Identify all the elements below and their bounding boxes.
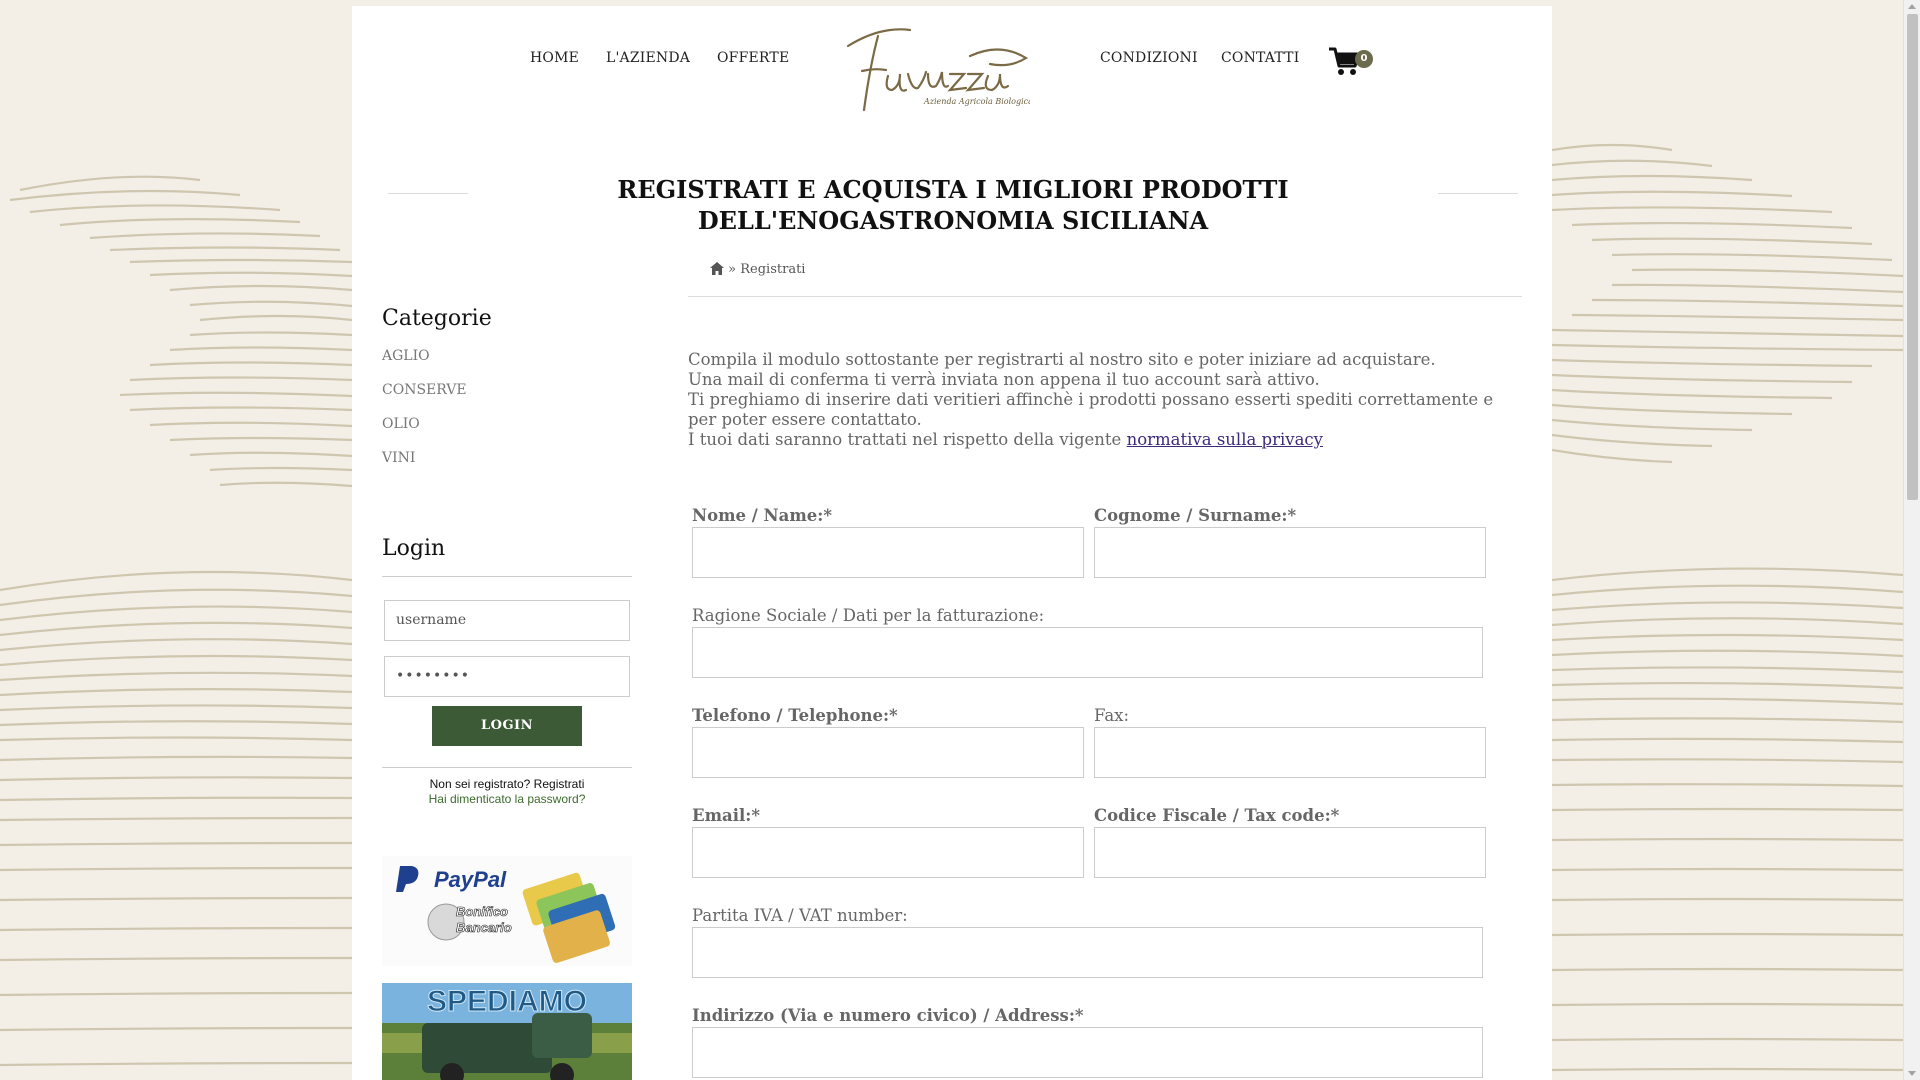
vertical-scrollbar[interactable] (1903, 0, 1920, 1080)
login-divider (382, 576, 632, 577)
login-links (382, 777, 632, 807)
categories-title: Categorie (382, 306, 492, 331)
nome-field[interactable] (692, 527, 1084, 578)
background-pattern-right (1552, 0, 1903, 1080)
intro-text (688, 350, 1508, 450)
bonifico-label-1: Bonifico (456, 904, 508, 919)
cognome-label: Cognome / Surname:* (1094, 506, 1297, 525)
nome-label: Nome / Name:* (692, 506, 833, 525)
shipping-banner-text: SPEDIAMO (426, 985, 588, 1018)
category-list (382, 345, 632, 481)
telefono-label: Telefono / Telephone:* (692, 706, 898, 725)
breadcrumb (710, 262, 805, 279)
scroll-down-arrow-icon[interactable] (1908, 1071, 1916, 1076)
category-item-aglio[interactable]: AGLIO (382, 348, 430, 364)
main-nav (352, 6, 1552, 116)
category-item-conserve[interactable]: CONSERVE (382, 382, 467, 398)
sidebar (382, 306, 632, 1018)
nav-azienda[interactable]: L'AZIENDA (606, 50, 691, 66)
shipping-banner (382, 983, 632, 1080)
username-input[interactable]: username (384, 600, 630, 641)
intro-line-4-text: I tuoi dati saranno trattati nel rispetto della vigente (688, 430, 1122, 449)
nav-offerte[interactable]: OFFERTE (717, 50, 790, 66)
breadcrumb-separator: » (728, 262, 737, 277)
home-icon[interactable] (710, 262, 724, 279)
login-button[interactable]: LOGIN (432, 706, 582, 746)
page-container (352, 6, 1552, 1080)
category-item-olio[interactable]: OLIO (382, 416, 420, 432)
cart-count-badge[interactable]: 0 (1355, 50, 1373, 68)
intro-line-4 (688, 430, 1508, 450)
breadcrumb-divider (688, 296, 1522, 297)
page-title: REGISTRATI E ACQUISTA I MIGLIORI PRODOTTI DELL'ENOGASTRONOMIA SICILIANA (478, 174, 1428, 236)
background-pattern-left (0, 0, 352, 1080)
nav-home[interactable]: HOME (530, 50, 580, 66)
page-title-row (388, 174, 1518, 236)
login-divider-bottom (382, 767, 632, 768)
paypal-label: PayPal (434, 867, 507, 892)
partita-iva-field[interactable] (692, 927, 1483, 978)
title-divider-left (388, 193, 468, 194)
intro-line-2: Una mail di conferma ti verrà inviata non appena il tuo account sarà attivo. (688, 370, 1320, 389)
bonifico-label-2: Bancario (456, 920, 512, 935)
breadcrumb-current: Registrati (740, 262, 806, 277)
intro-line-3: Ti preghiamo di inserire dati veritieri affinchè i prodotti possano esserti spediti correttamente e per poter essere contattato. (688, 390, 1494, 429)
telefono-field[interactable] (692, 727, 1084, 778)
fax-field[interactable] (1094, 727, 1486, 778)
login-title: Login (382, 536, 446, 561)
email-label: Email:* (692, 806, 760, 825)
email-field[interactable] (692, 827, 1084, 878)
register-link[interactable]: Non sei registrato? Registrati (429, 777, 585, 791)
payment-methods-banner (382, 856, 632, 966)
cognome-field[interactable] (1094, 527, 1486, 578)
ragione-sociale-field[interactable] (692, 627, 1483, 678)
password-input[interactable]: •••••••• (384, 656, 630, 697)
scrollbar-thumb[interactable] (1907, 14, 1918, 500)
codice-fiscale-label: Codice Fiscale / Tax code:* (1094, 806, 1340, 825)
title-divider-right (1438, 193, 1518, 194)
indirizzo-field[interactable] (692, 1027, 1483, 1078)
partita-iva-label: Partita IVA / VAT number: (692, 906, 908, 925)
logo-tagline: Azienda Agricola Biologica (924, 97, 1030, 106)
ragione-sociale-label: Ragione Sociale / Dati per la fatturazione: (692, 606, 1045, 625)
forgot-password-link[interactable]: Hai dimenticato la password? (428, 792, 586, 806)
scroll-up-arrow-icon[interactable] (1908, 4, 1916, 9)
category-item-vini[interactable]: VINI (382, 450, 416, 466)
codice-fiscale-field[interactable] (1094, 827, 1486, 878)
nav-condizioni[interactable]: CONDIZIONI (1100, 50, 1198, 66)
privacy-link[interactable]: normativa sulla privacy (1126, 430, 1323, 449)
fax-label: Fax: (1094, 706, 1130, 725)
indirizzo-label: Indirizzo (Via e numero civico) / Address:* (692, 1006, 1084, 1025)
brand-logo[interactable] (840, 16, 1030, 116)
nav-contatti[interactable]: CONTATTI (1221, 50, 1300, 66)
intro-line-1: Compila il modulo sottostante per registrarti al nostro sito e poter iniziare ad acquistare. (688, 350, 1436, 369)
